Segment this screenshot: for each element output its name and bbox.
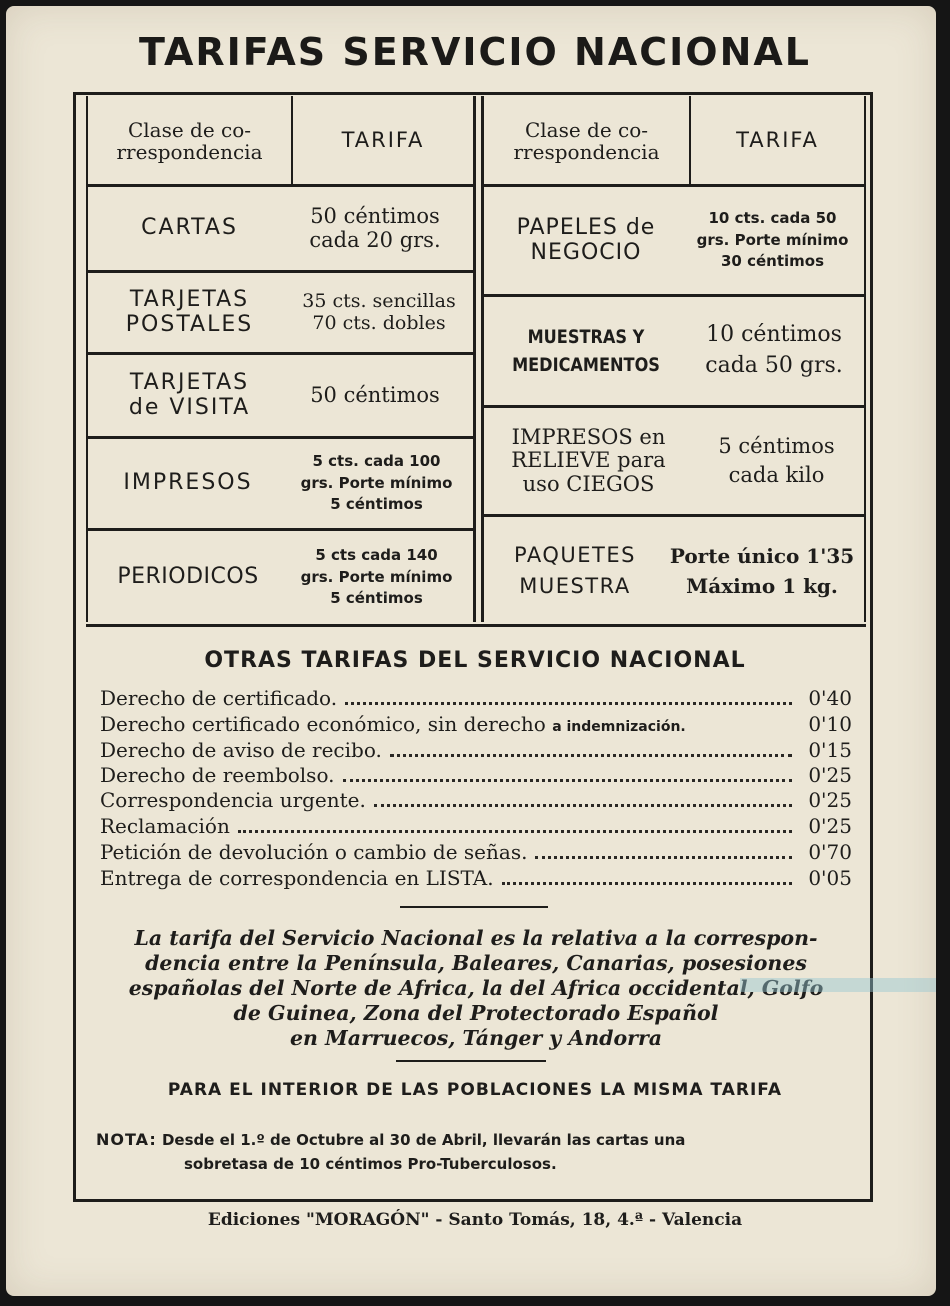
row-name-tarjetas-postales: TARJETAS POSTALES [125, 286, 254, 337]
row-name-tarjetas-visita: TARJETAS de VISITA [128, 369, 251, 420]
rate-value: 0'05 [808, 866, 852, 890]
row-name-impresos: IMPRESOS [123, 470, 253, 496]
nota-block [96, 1128, 856, 1176]
rate-row [100, 866, 852, 892]
section-rule [396, 1060, 546, 1062]
rate-label-extra: a indemnización. [552, 719, 686, 735]
rate-label: Reclamación [100, 814, 230, 838]
rate-row [100, 788, 852, 814]
rate-row [100, 814, 852, 840]
row-rate-paquetes-muestra: Porte único 1'35 Máximo 1 kg. [669, 543, 855, 598]
rate-row [100, 738, 852, 764]
nota-text: Desde el 1.º de Octubre al 30 de Abril, llevarán las cartas una [161, 1131, 686, 1149]
rate-value: 0'70 [808, 840, 852, 864]
coverage-note: La tarifa del Servicio Nacional es la relativa a la correspon- dencia entre la Península, Baleares, Canarias, posesiones españolas del Norte de Africa, la del Africa occidental, Golfo de Guinea, Zona del Protectorado Español en Marruecos, Tánger y Andorra [128, 926, 824, 1050]
row-rate-impresos: 5 cts. cada 100 grs. Porte mínimo 5 céntimos [300, 451, 453, 514]
rate-value: 0'25 [808, 788, 852, 812]
rate-row [100, 712, 852, 738]
rate-row [100, 840, 852, 866]
center-divider [473, 96, 476, 622]
page-title: TARIFAS SERVICIO NACIONAL [138, 30, 812, 74]
rate-value: 0'15 [808, 738, 852, 762]
rate-label [100, 712, 686, 736]
rate-label: Entrega de correspondencia en LISTA. [100, 866, 494, 890]
paper-stain [740, 978, 936, 992]
rate-value: 0'10 [808, 712, 852, 736]
rate-row [100, 686, 852, 712]
header-class-right: Clase de co- rrespondencia [513, 117, 660, 164]
rate-label: Derecho de reembolso. [100, 763, 335, 787]
header-rate-left: TARIFA [341, 128, 425, 153]
row-rate-tarjetas-visita: 50 céntimos [310, 382, 440, 407]
row-rate-tarjetas-postales: 35 cts. sencillas 70 cts. dobles [302, 290, 456, 334]
table-bottom-rule [86, 624, 866, 627]
leader-dots [502, 882, 792, 885]
rate-label: Derecho de aviso de recibo. [100, 738, 382, 762]
leader-dots [390, 754, 792, 757]
section-rule [400, 906, 548, 908]
rate-label-main: Derecho certificado económico, sin derecho [100, 712, 546, 736]
row-name-papeles-negocio: PAPELES de NEGOCIO [516, 214, 656, 265]
header-class-left: Clase de co- rrespondencia [116, 117, 263, 164]
row-rate-cartas: 50 céntimos cada 20 grs. [309, 203, 441, 252]
rate-row [100, 763, 852, 789]
rate-value: 0'25 [808, 763, 852, 787]
leader-dots [343, 779, 793, 782]
rate-label: Derecho de certificado. [100, 686, 338, 710]
leader-dots [345, 702, 792, 705]
interior-note: PARA EL INTERIOR DE LAS POBLACIONES LA MISMA TARIFA [167, 1080, 783, 1100]
rate-value: 0'25 [808, 814, 852, 838]
rate-label: Correspondencia urgente. [100, 788, 366, 812]
row-rate-impresos-relieve: 5 céntimos cada kilo [718, 433, 835, 487]
leader-dots [238, 830, 792, 833]
row-name-cartas: CARTAS [141, 215, 238, 241]
leader-dots [374, 804, 792, 807]
nota-text-2: sobretasa de 10 céntimos Pro-Tuberculosos. [184, 1154, 557, 1173]
row-rate-papeles-negocio: 10 cts. cada 50 grs. Porte mínimo 30 céntimos [696, 208, 849, 271]
divider [864, 96, 866, 622]
other-rates-title: OTRAS TARIFAS DEL SERVICIO NACIONAL [204, 648, 746, 673]
nota-line-2 [96, 1153, 856, 1176]
row-name-paquetes-muestra: PAQUETES MUESTRA [514, 543, 636, 598]
row-name-periodicos: PERIODICOS [117, 564, 259, 590]
rate-value: 0'40 [808, 686, 852, 710]
publisher-footer: Ediciones "MORAGÓN" - Santo Tomás, 18, 4.ª - Valencia [207, 1210, 743, 1230]
nota-lead: NOTA: [96, 1130, 157, 1149]
row-name-impresos-relieve: IMPRESOS en RELIEVE para uso CIEGOS [511, 424, 666, 496]
header-rate-right: TARIFA [736, 128, 819, 153]
row-rate-muestras-medicamentos: 10 céntimos cada 50 grs. [705, 322, 843, 378]
nota-line-1 [96, 1128, 856, 1153]
row-name-muestras-medicamentos: MUESTRAS Y MEDICAMENTOS [512, 325, 660, 376]
leader-dots [535, 856, 792, 859]
row-rate-periodicos: 5 cts cada 140 grs. Porte mínimo 5 céntimos [300, 545, 453, 608]
rate-label: Petición de devolución o cambio de señas. [100, 840, 528, 864]
